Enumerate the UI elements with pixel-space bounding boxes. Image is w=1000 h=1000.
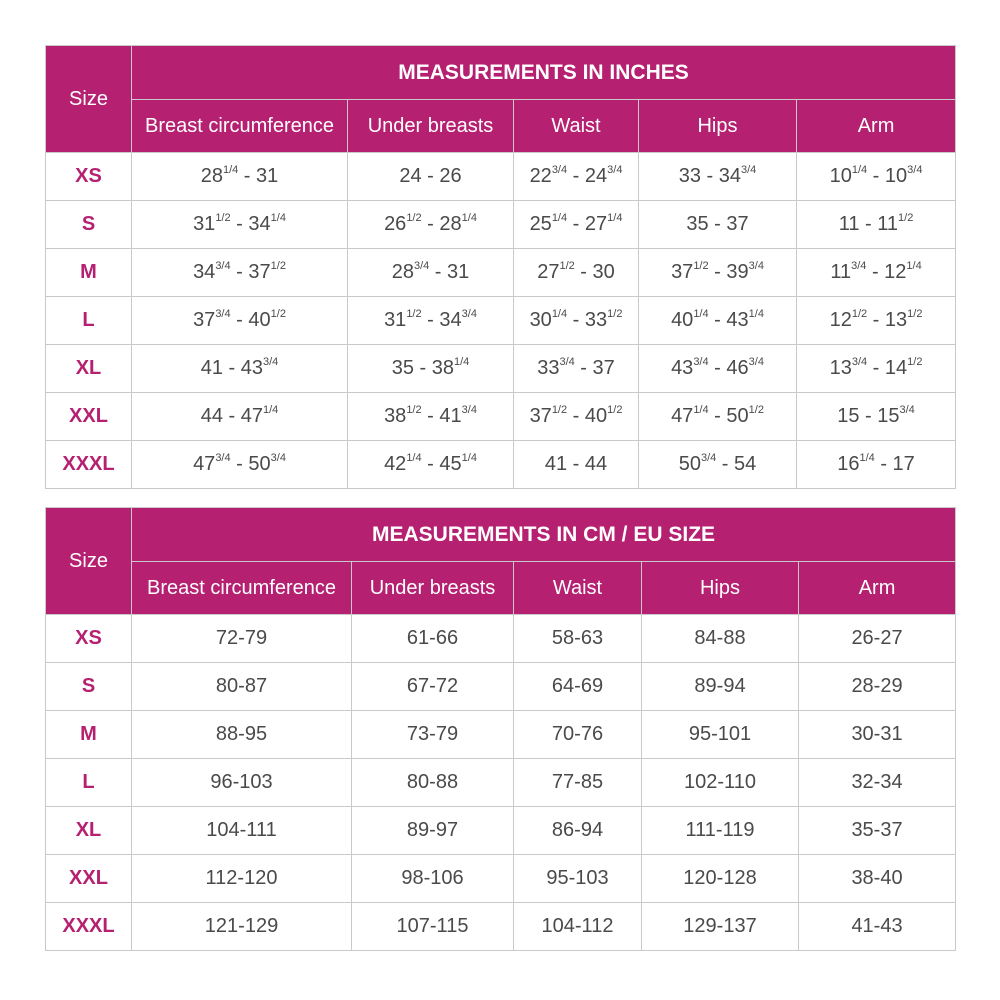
size-column-header: Size (46, 508, 132, 615)
measurement-breast: $44 - 47^{1/4}$ (132, 393, 348, 441)
measurement-waist: 58-63 (514, 615, 642, 663)
measurement-hips: $37^{1/2} - 39^{3/4}$ (639, 249, 797, 297)
size-label: XXXL (46, 903, 132, 951)
table-row (46, 201, 956, 249)
size-label: XXXL (46, 441, 132, 489)
table-row (46, 441, 956, 489)
measurement-waist: $37^{1/2} - 40^{1/2}$ (514, 393, 639, 441)
measurement-arm: 32-34 (799, 759, 956, 807)
measurement-waist: 70-76 (514, 711, 642, 759)
table-row (46, 393, 956, 441)
column-header-breast: Breast circumference (132, 562, 352, 615)
measurement-breast: $34^{3/4} - 37^{1/2}$ (132, 249, 348, 297)
measurement-waist: 41 - 44 (514, 441, 639, 489)
measurement-hips: 120-128 (642, 855, 799, 903)
column-header-arm: Arm (797, 100, 956, 153)
size-label: M (46, 249, 132, 297)
column-header-breast: Breast circumference (132, 100, 348, 153)
measurement-waist: 95-103 (514, 855, 642, 903)
size-column-header: Size (46, 46, 132, 153)
measurement-under-breasts: 80-88 (352, 759, 514, 807)
measurement-under-breasts: 61-66 (352, 615, 514, 663)
table-row (46, 903, 956, 951)
size-label: XL (46, 345, 132, 393)
measurement-waist: $27^{1/2} - 30$ (514, 249, 639, 297)
measurement-under-breasts: $35 - 38^{1/4}$ (348, 345, 514, 393)
measurement-hips: $43^{3/4} - 46^{3/4}$ (639, 345, 797, 393)
cm-size-table (45, 507, 956, 951)
table-row (46, 249, 956, 297)
measurement-arm: 41-43 (799, 903, 956, 951)
measurement-waist: $33^{3/4} - 37$ (514, 345, 639, 393)
measurement-hips: 95-101 (642, 711, 799, 759)
measurement-waist: 77-85 (514, 759, 642, 807)
measurement-waist: 104-112 (514, 903, 642, 951)
measurement-hips: $33 - 34^{3/4}$ (639, 153, 797, 201)
measurement-under-breasts: 73-79 (352, 711, 514, 759)
column-header-arm: Arm (799, 562, 956, 615)
table-row (46, 297, 956, 345)
measurement-hips: 35 - 37 (639, 201, 797, 249)
measurement-under-breasts: 24 - 26 (348, 153, 514, 201)
measurement-breast: 80-87 (132, 663, 352, 711)
table-body (46, 153, 956, 489)
measurement-arm: $11 - 11^{1/2}$ (797, 201, 956, 249)
measurement-hips: 111-119 (642, 807, 799, 855)
table-row (46, 663, 956, 711)
table-body (46, 615, 956, 951)
table-title: MEASUREMENTS IN CM / EU SIZE (132, 508, 956, 562)
size-label: XXL (46, 393, 132, 441)
measurement-hips: 84-88 (642, 615, 799, 663)
measurement-waist: 86-94 (514, 807, 642, 855)
measurement-arm: $12^{1/2} - 13^{1/2}$ (797, 297, 956, 345)
measurement-hips: $50^{3/4} - 54$ (639, 441, 797, 489)
table-row (46, 855, 956, 903)
measurement-breast: $37^{3/4} - 40^{1/2}$ (132, 297, 348, 345)
table-row (46, 807, 956, 855)
size-label: XXL (46, 855, 132, 903)
measurement-waist: $25^{1/4} - 27^{1/4}$ (514, 201, 639, 249)
measurement-breast: $28^{1/4} - 31$ (132, 153, 348, 201)
size-label: L (46, 759, 132, 807)
measurement-hips: 89-94 (642, 663, 799, 711)
measurement-breast: 104-111 (132, 807, 352, 855)
measurement-under-breasts: $42^{1/4} - 45^{1/4}$ (348, 441, 514, 489)
measurement-arm: 28-29 (799, 663, 956, 711)
measurement-arm: 30-31 (799, 711, 956, 759)
measurement-breast: 72-79 (132, 615, 352, 663)
column-header-waist: Waist (514, 562, 642, 615)
measurement-waist: $22^{3/4} - 24^{3/4}$ (514, 153, 639, 201)
measurement-breast: 112-120 (132, 855, 352, 903)
size-label: XS (46, 153, 132, 201)
column-header-row (46, 562, 956, 615)
measurement-hips: 102-110 (642, 759, 799, 807)
size-label: XL (46, 807, 132, 855)
column-header-row (46, 100, 956, 153)
measurement-arm: 38-40 (799, 855, 956, 903)
measurement-waist: $30^{1/4} - 33^{1/2}$ (514, 297, 639, 345)
measurement-under-breasts: $26^{1/2} - 28^{1/4}$ (348, 201, 514, 249)
measurement-under-breasts: 98-106 (352, 855, 514, 903)
size-label: S (46, 663, 132, 711)
measurement-breast: 121-129 (132, 903, 352, 951)
table-row (46, 153, 956, 201)
size-label: L (46, 297, 132, 345)
column-header-under-breasts: Under breasts (348, 100, 514, 153)
measurement-arm: $13^{3/4} - 14^{1/2}$ (797, 345, 956, 393)
column-header-waist: Waist (514, 100, 639, 153)
measurement-breast: $31^{1/2} - 34^{1/4}$ (132, 201, 348, 249)
measurement-arm: $16^{1/4} - 17$ (797, 441, 956, 489)
measurement-arm: 26-27 (799, 615, 956, 663)
column-header-hips: Hips (642, 562, 799, 615)
measurement-breast: $41 - 43^{3/4}$ (132, 345, 348, 393)
column-header-hips: Hips (639, 100, 797, 153)
column-header-under-breasts: Under breasts (352, 562, 514, 615)
measurement-hips: $47^{1/4} - 50^{1/2}$ (639, 393, 797, 441)
measurement-arm: $15 - 15^{3/4}$ (797, 393, 956, 441)
measurement-under-breasts: 67-72 (352, 663, 514, 711)
table-title: MEASUREMENTS IN INCHES (132, 46, 956, 100)
measurement-under-breasts: $28^{3/4} - 31$ (348, 249, 514, 297)
size-label: M (46, 711, 132, 759)
measurement-under-breasts: $38^{1/2} - 41^{3/4}$ (348, 393, 514, 441)
measurement-breast: 96-103 (132, 759, 352, 807)
table-row (46, 615, 956, 663)
measurement-arm: $11^{3/4} - 12^{1/4}$ (797, 249, 956, 297)
measurement-under-breasts: 89-97 (352, 807, 514, 855)
measurement-under-breasts: 107-115 (352, 903, 514, 951)
measurement-under-breasts: $31^{1/2} - 34^{3/4}$ (348, 297, 514, 345)
measurement-breast: 88-95 (132, 711, 352, 759)
measurement-waist: 64-69 (514, 663, 642, 711)
table-row (46, 711, 956, 759)
table-row (46, 759, 956, 807)
size-label: XS (46, 615, 132, 663)
measurement-arm: 35-37 (799, 807, 956, 855)
measurement-hips: 129-137 (642, 903, 799, 951)
measurement-breast: $47^{3/4} - 50^{3/4}$ (132, 441, 348, 489)
size-label: S (46, 201, 132, 249)
measurement-hips: $40^{1/4} - 43^{1/4}$ (639, 297, 797, 345)
inches-size-table (45, 45, 956, 489)
measurement-arm: $10^{1/4} - 10^{3/4}$ (797, 153, 956, 201)
table-row (46, 345, 956, 393)
